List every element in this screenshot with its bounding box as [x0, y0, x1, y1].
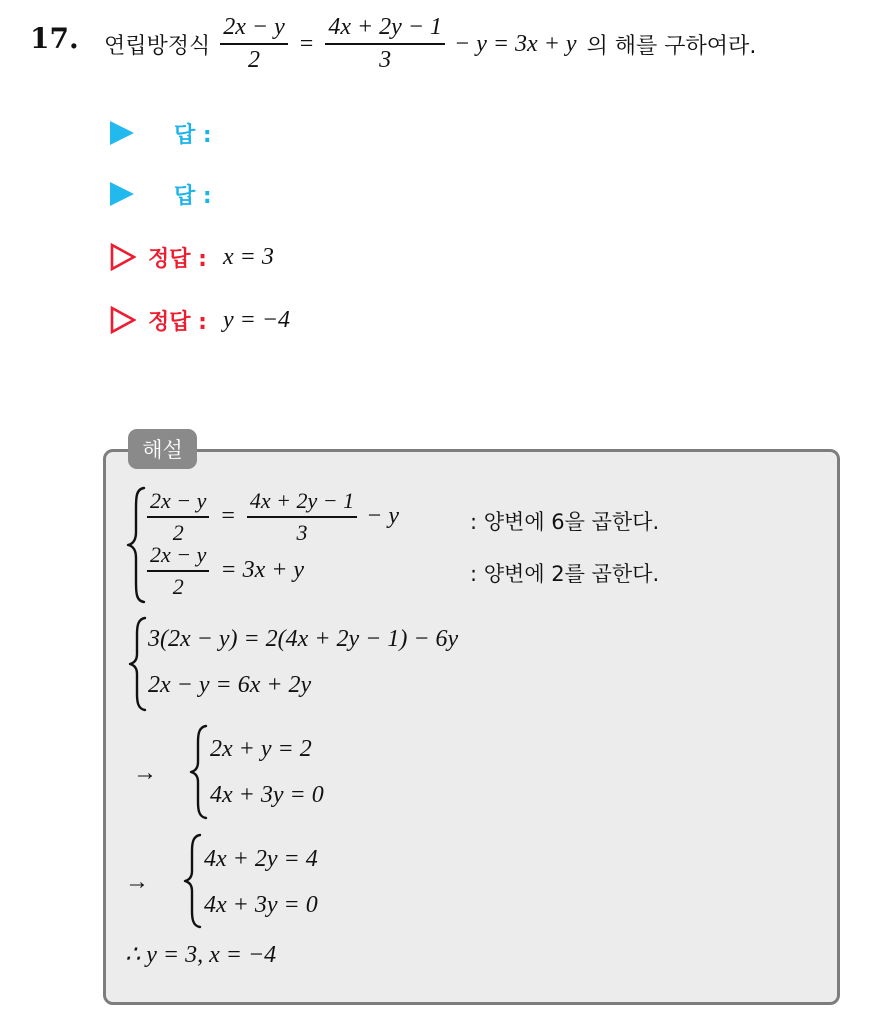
question-fraction-1	[220, 14, 288, 74]
play-icon	[110, 121, 134, 145]
solution-equation	[147, 488, 399, 546]
equation-tail: = 3x + y	[220, 557, 305, 584]
play-outline-icon	[110, 306, 136, 334]
solution-equation: 4x + 2y = 4	[204, 846, 318, 872]
fraction-numerator: 2x − y	[150, 542, 207, 567]
fraction-numerator: 4x + 2y − 1	[249, 488, 355, 513]
fraction-numerator: 2x − y	[223, 14, 285, 41]
play-outline-icon	[110, 243, 136, 271]
fraction-numerator: 2x − y	[150, 488, 207, 513]
solution-fraction	[147, 542, 209, 600]
correct-answer-row	[110, 237, 274, 277]
left-brace	[125, 486, 147, 604]
question-equation-tail: − y = 3x + y	[454, 30, 577, 57]
question-prefix: 연립방정식	[104, 33, 211, 59]
question-number: 17.	[30, 22, 79, 55]
arrow-icon: →	[125, 869, 149, 895]
answer-label: 답 :	[174, 183, 212, 209]
solution-equation: 2x + y = 2	[210, 736, 312, 762]
question-text	[104, 8, 756, 80]
correct-value: y = −4	[222, 306, 291, 333]
solution-equation: 2x − y = 6x + 2y	[148, 672, 312, 698]
left-brace	[127, 616, 147, 712]
correct-label: 정답 :	[148, 309, 207, 335]
solution-fraction	[147, 488, 209, 546]
answer-row	[110, 113, 212, 153]
arrow-icon: →	[133, 760, 157, 786]
correct-answer-row	[110, 300, 290, 340]
solution-equation: 4x + 3y = 0	[210, 782, 324, 808]
left-brace	[188, 724, 208, 820]
fraction-denominator: 2	[248, 46, 261, 73]
solution-equation: 4x + 3y = 0	[204, 892, 318, 918]
solution-note: : 양변에 2를 곱한다.	[470, 562, 660, 586]
solution-conclusion: ∴ y = 3, x = −4	[125, 942, 277, 968]
equation-tail: − y	[366, 503, 400, 530]
fraction-denominator: 2	[172, 573, 184, 599]
fraction-numerator: 4x + 2y − 1	[328, 14, 443, 41]
correct-value: x = 3	[222, 243, 274, 270]
solution-tab: 해설	[128, 429, 197, 469]
answer-label: 답 :	[174, 122, 212, 148]
question-fraction-2	[325, 14, 445, 74]
answer-row	[110, 174, 212, 214]
solution-note: : 양변에 6을 곱한다.	[470, 510, 660, 534]
fraction-denominator: 3	[296, 519, 308, 545]
equals-sign: =	[221, 503, 235, 530]
solution-fraction	[247, 488, 357, 546]
play-icon	[110, 182, 134, 206]
correct-label: 정답 :	[148, 246, 207, 272]
question-suffix: 의 해를 구하여라.	[586, 33, 757, 59]
equals-sign: =	[299, 30, 314, 57]
solution-equation	[147, 542, 304, 600]
solution-equation: 3(2x − y) = 2(4x + 2y − 1) − 6y	[148, 626, 459, 652]
left-brace	[182, 833, 202, 929]
fraction-denominator: 2	[172, 519, 184, 545]
fraction-denominator: 3	[379, 46, 392, 73]
